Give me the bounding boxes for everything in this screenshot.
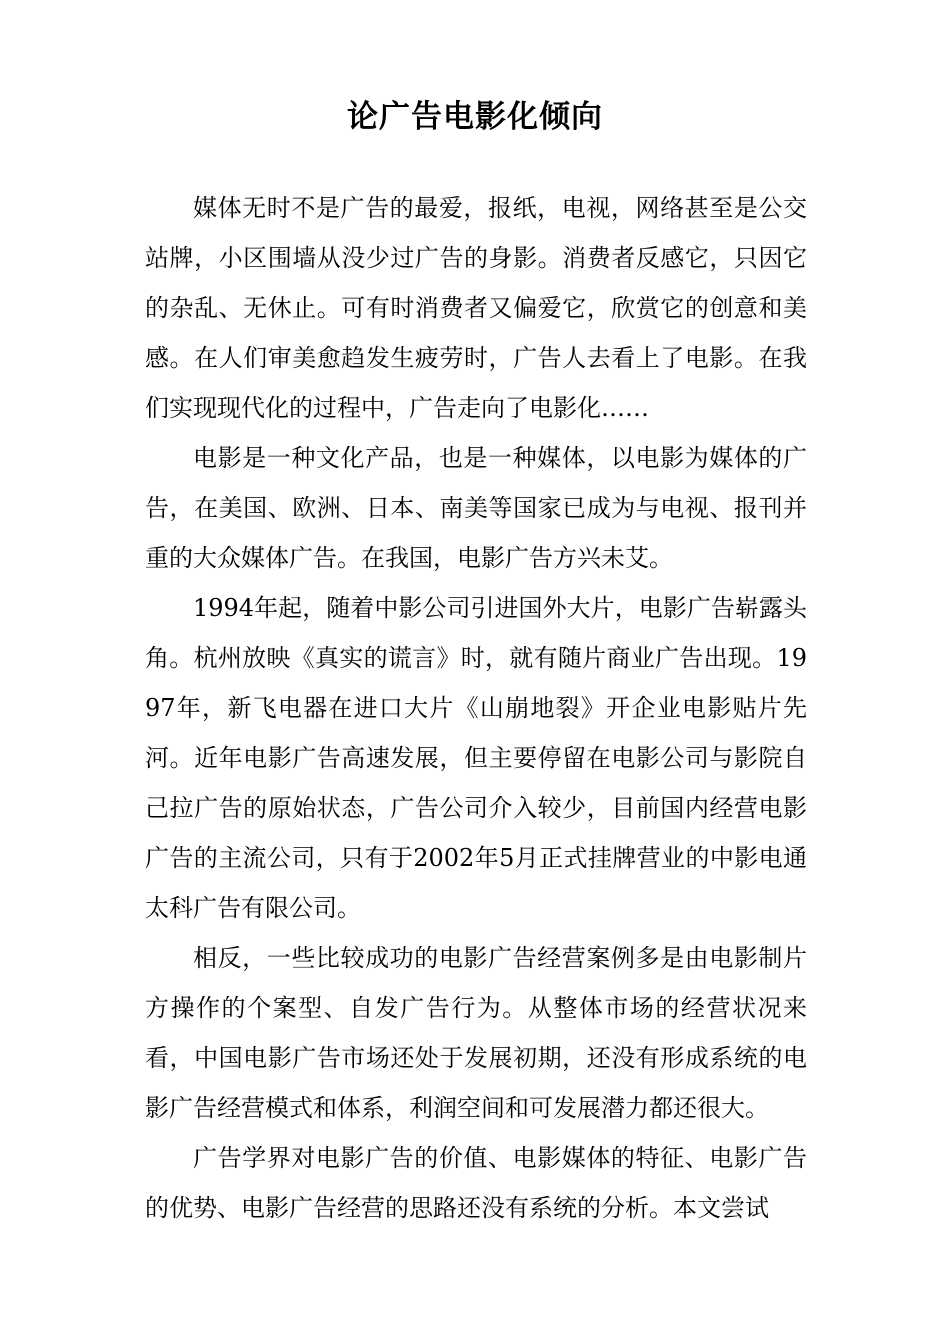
document-body <box>145 183 807 1233</box>
paragraph-5: 广告学界对电影广告的价值、电影媒体的特征、电影广告的优势、电影广告经营的思路还没有系统的分析。本文尝试 <box>145 1144 807 1222</box>
paragraph-1: 媒体无时不是广告的最爱，报纸，电视，网络甚至是公交站牌，小区围墙从没少过广告的身影。消费者反感它，只因它的杂乱、无休止。可有时消费者又偏爱它，欣赏它的创意和美感。在人们审美愈趋发生疲劳时，广告人去看上了电影。在我们实现现代化的过程中，广告走向了电影化…… <box>145 194 807 422</box>
page-title: 论广告电影化倾向 <box>347 99 603 135</box>
paragraph-4: 相反，一些比较成功的电影广告经营案例多是由电影制片方操作的个案型、自发广告行为。从整体市场的经营状况来看，中国电影广告市场还处于发展初期，还没有形成系统的电影广告经营模式和体系，利润空间和可发展潜力都还很大。 <box>145 944 807 1122</box>
paragraph-2: 电影是一种文化产品，也是一种媒体，以电影为媒体的广告，在美国、欧洲、日本、南美等国家已成为与电视、报刊并重的大众媒体广告。在我国，电影广告方兴未艾。 <box>145 444 807 572</box>
paragraph-3: 1994年起，随着中影公司引进国外大片，电影广告崭露头角。杭州放映《真实的谎言》时，就有随片商业广告出现。1997年，新飞电器在进口大片《山崩地裂》开企业电影贴片先河。近年电影广告高速发展，但主要停留在电影公司与影院自己拉广告的原始状态，广告公司介入较少，目前国内经营电影广告的主流公司，只有于2002年5月正式挂牌营业的中影电通太科广告有限公司。 <box>145 594 807 922</box>
